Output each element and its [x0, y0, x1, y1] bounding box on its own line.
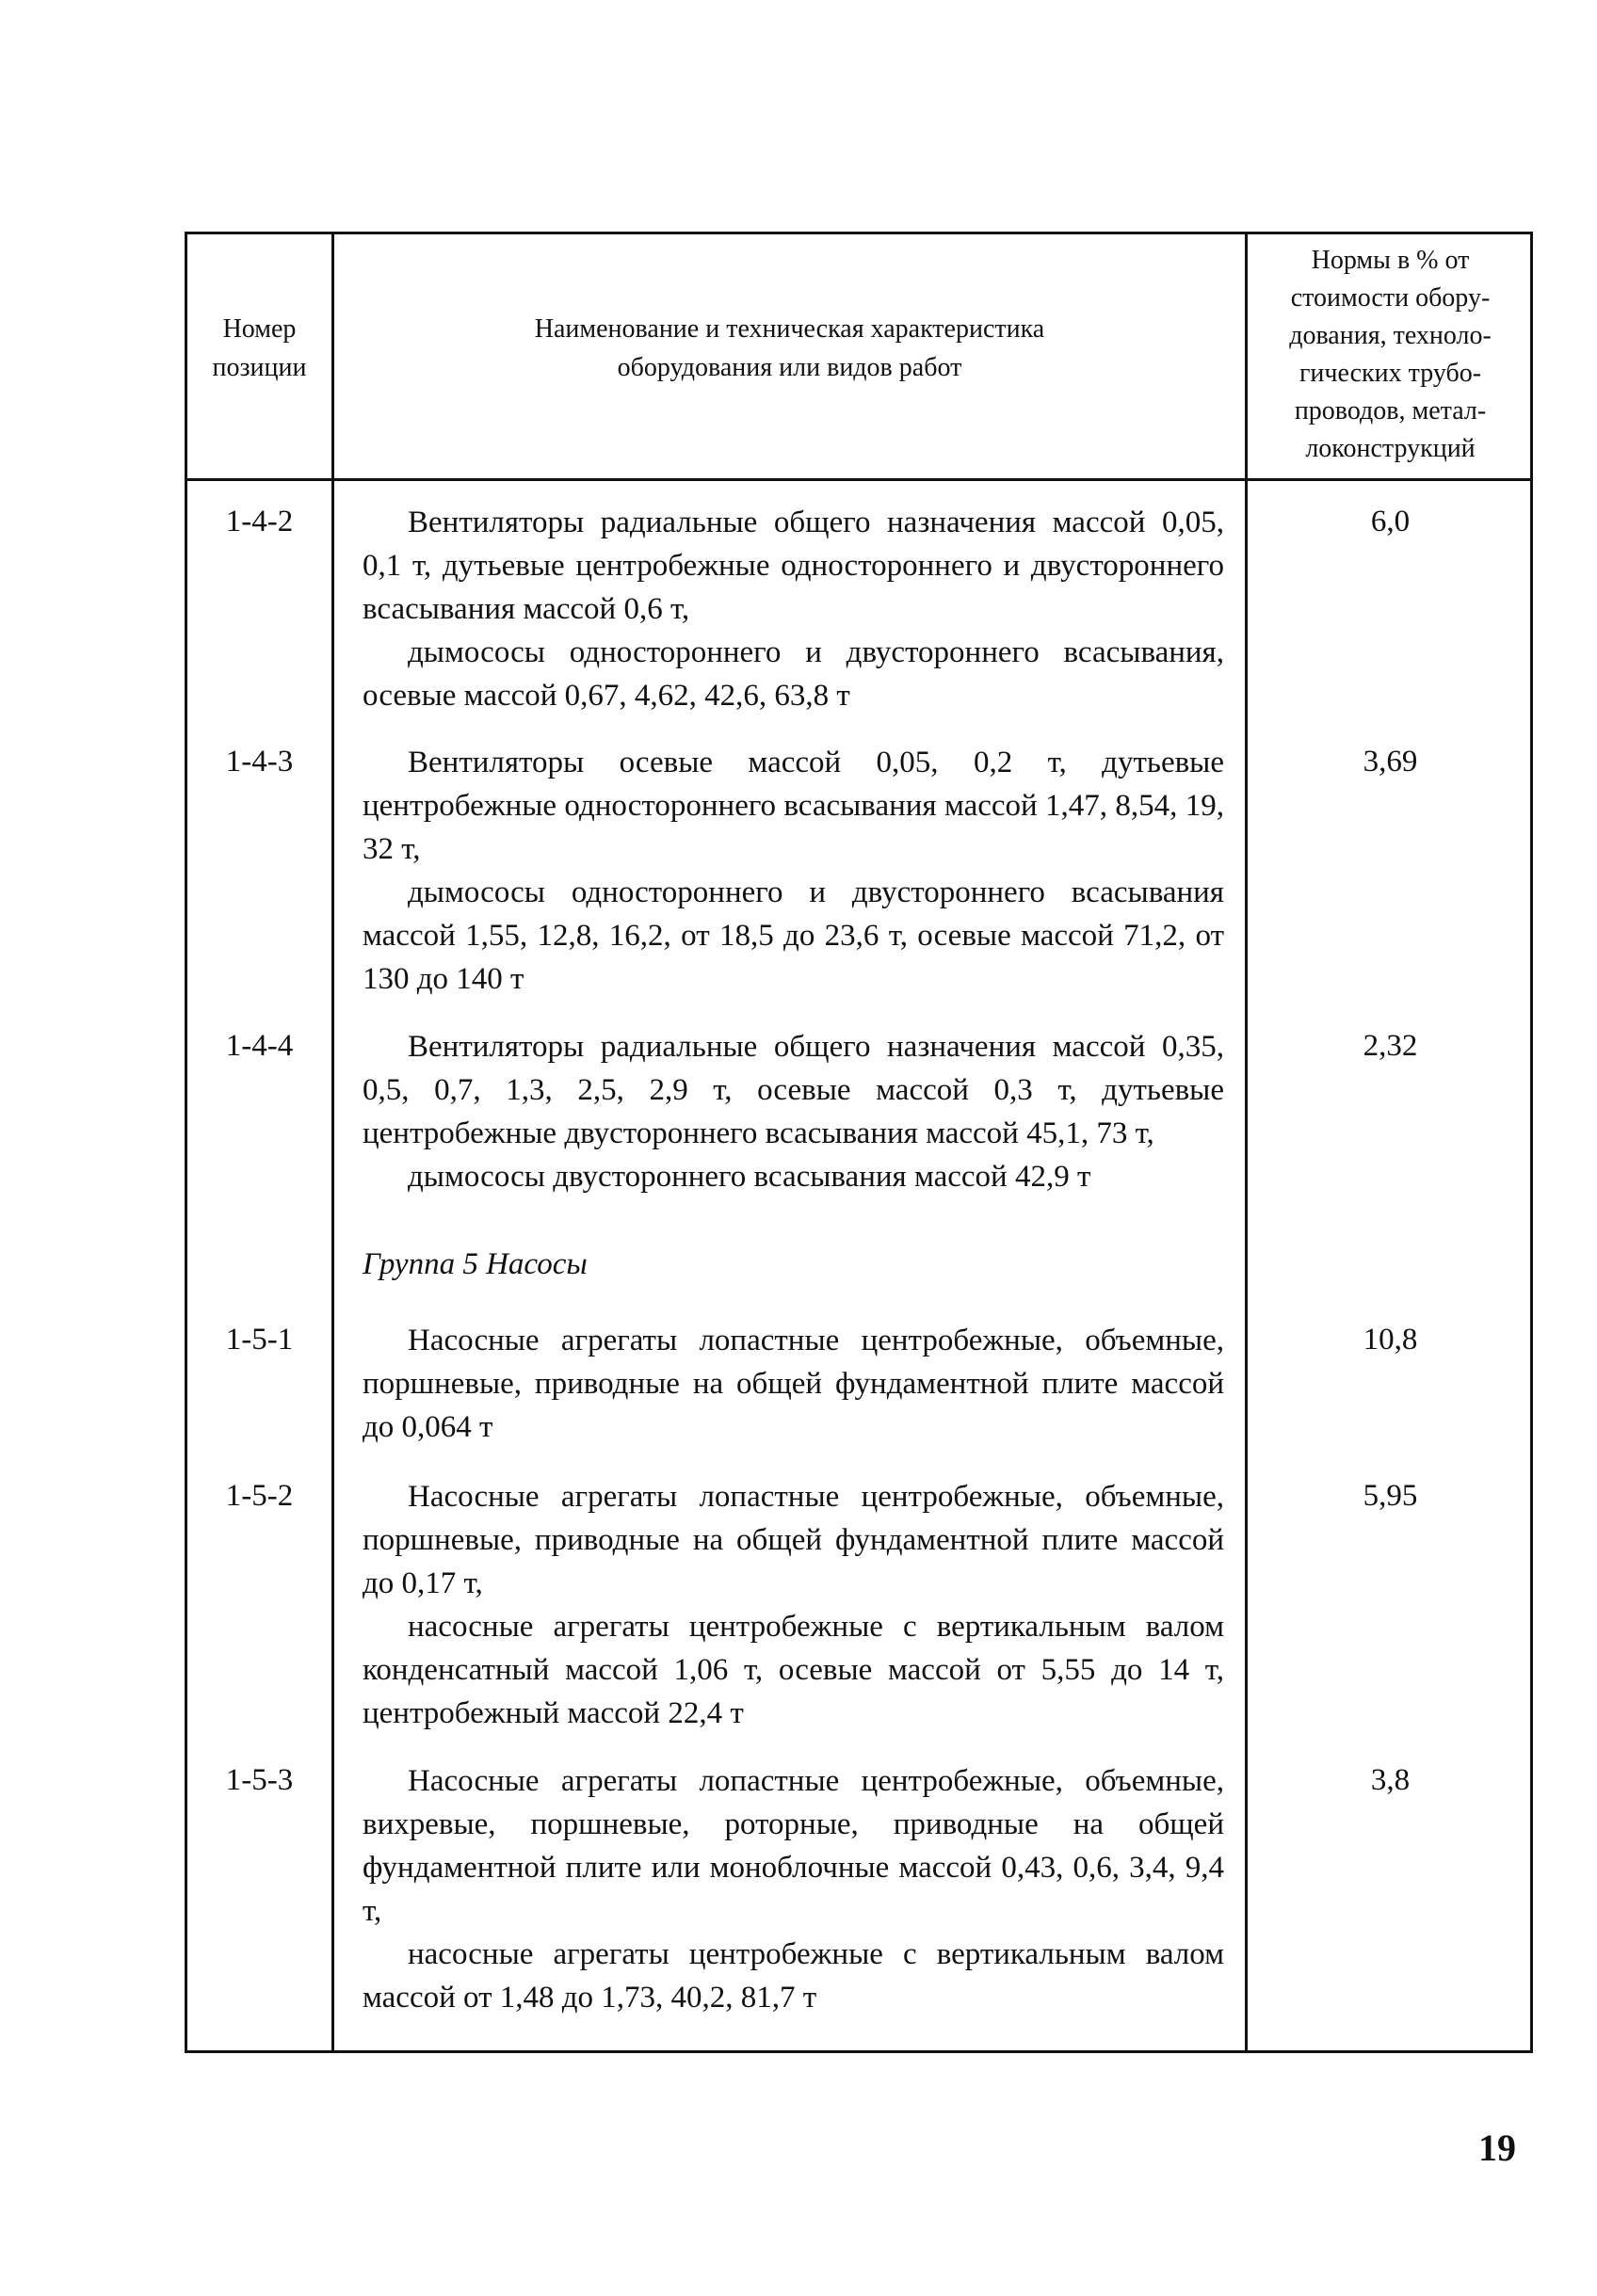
header-position-number: [187, 310, 331, 387]
description-paragraph: насосные агрегаты центробежные с вертикальным валом конденсатный массой 1,06 т, осевые массой от 5,55 до 14 т, центробежный массой 22,4 т: [363, 1610, 1224, 1730]
norm-value: 6,0: [1370, 505, 1411, 538]
position-number: 1-4-3: [225, 745, 294, 779]
norm-value: 3,8: [1370, 1763, 1411, 1797]
position-number: 1-5-2: [225, 1479, 294, 1513]
description-paragraph: Вентиляторы радиальные общего назначения массой 0,35, 0,5, 0,7, 1,3, 2,5, 2,9 т, осевые массой 0,3 т, дутьевые центробежные двустороннего всасывания массой 45,1, 73 т,: [363, 1030, 1224, 1150]
norm-value: 3,69: [1363, 745, 1418, 779]
norm-value: 5,95: [1363, 1479, 1418, 1513]
position-number: 1-4-2: [225, 505, 294, 538]
header-equipment-name-line: Наименование и техническая характеристика: [534, 314, 1045, 344]
equipment-description: [363, 1759, 1224, 2019]
equipment-description: [363, 1319, 1224, 1449]
equipment-description: [363, 501, 1224, 717]
equipment-norms-table: [185, 232, 1533, 2053]
description-paragraph: Вентиляторы радиальные общего назначения массой 0,05, 0,1 т, дутьевые центробежные одностороннего и двустороннего всасывания массой 0,6 т,: [363, 506, 1224, 626]
position-number: 1-5-3: [225, 1763, 294, 1797]
header-norms-percent: [1248, 242, 1533, 468]
position-number: 1-5-1: [225, 1323, 294, 1357]
header-norms-line: проводов, метал-: [1294, 396, 1487, 425]
description-paragraph: Насосные агрегаты лопастные центробежные, объемные, поршневые, приводные на общей фундаментной плите массой до 0,064 т: [363, 1324, 1224, 1444]
header-norms-line: локонструкций: [1305, 434, 1476, 463]
column-divider-1: [331, 234, 334, 2050]
header-norms-line: стоимости обору-: [1290, 283, 1491, 313]
group-title: Группа 5 Насосы: [363, 1247, 588, 1281]
description-paragraph: дымососы одностороннего и двустороннего всасывания, осевые массой 0,67, 4,62, 42,6, 63,8 т: [363, 635, 1224, 713]
description-paragraph: Вентиляторы осевые массой 0,05, 0,2 т, дутьевые центробежные одностороннего всасывания массой 1,47, 8,54, 19, 32 т,: [363, 746, 1224, 866]
position-number: 1-4-4: [225, 1029, 294, 1063]
description-paragraph: дымососы одностороннего и двустороннего всасывания массой 1,55, 12,8, 16,2, от 18,5 до 23,6 т, осевые массой 71,2, от 130 до 140 т: [363, 875, 1224, 996]
equipment-description: [363, 1025, 1224, 1198]
description-paragraph: дымососы двустороннего всасывания массой 42,9 т: [408, 1160, 1091, 1194]
page-number: 19: [1478, 2127, 1516, 2169]
header-equipment-name: [334, 310, 1245, 387]
header-norms-line: гических трубо-: [1299, 359, 1482, 388]
description-paragraph: Насосные агрегаты лопастные центробежные, объемные, поршневые, приводные на общей фундаментной плите массой до 0,17 т,: [363, 1480, 1224, 1600]
description-paragraph: Насосные агрегаты лопастные центробежные, объемные, вихревые, поршневые, роторные, приводные на общей фундаментной плите или моноблочные массой 0,43, 0,6, 3,4, 9,4 т,: [363, 1764, 1224, 1928]
norm-value: 2,32: [1363, 1029, 1418, 1063]
header-divider: [187, 478, 1530, 481]
norm-value: 10,8: [1363, 1323, 1418, 1357]
equipment-description: [363, 1475, 1224, 1735]
header-norms-line: Нормы в % от: [1311, 246, 1470, 275]
header-position-number-line: позиции: [212, 353, 307, 382]
header-equipment-name-line: оборудования или видов работ: [617, 353, 962, 382]
equipment-description: [363, 741, 1224, 1001]
header-norms-line: дования, техноло-: [1289, 321, 1492, 350]
description-paragraph: насосные агрегаты центробежные с вертикальным валом массой от 1,48 до 1,73, 40,2, 81,7 т: [363, 1937, 1224, 2015]
header-position-number-line: Номер: [222, 314, 297, 344]
